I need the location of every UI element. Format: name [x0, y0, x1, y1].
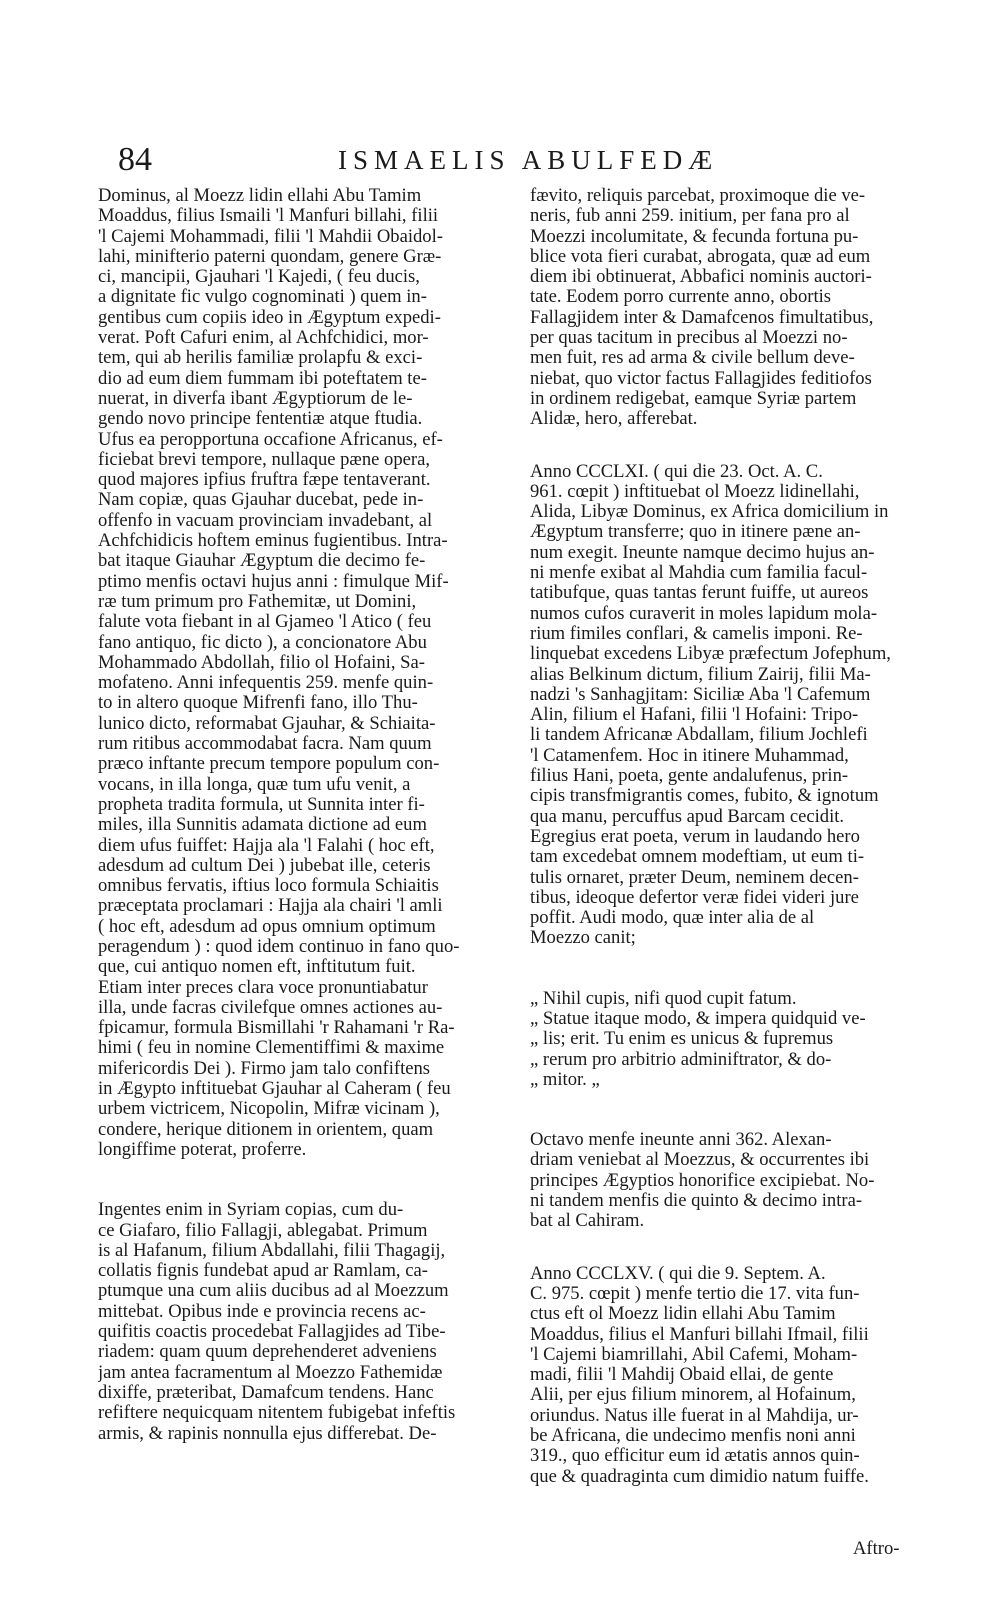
text-line: Anno CCCLXV. ( qui die 9. Septem. A.: [530, 1263, 826, 1284]
text-line: offenfo in vacuam provinciam invadebant, al: [98, 510, 433, 531]
text-line: tatibufque, quas tantas ferunt fuiffe, ut aureos: [530, 583, 869, 604]
text-line: Achfchidicis hoftem eminus fugientibus. Intra-: [98, 531, 448, 552]
text-line: „ lis; erit. Tu enim es unicus & fupremus: [530, 1029, 834, 1050]
running-title: ISMAELIS ABULFEDÆ: [338, 145, 719, 175]
text-line: Mohammado Abdollah, filio ol Hofaini, Sa-: [98, 652, 425, 673]
text-line: verat. Poft Cafuri enim, al Achfchidici, mor-: [98, 328, 429, 349]
text-line: que & quadraginta cum dimidio natum fuiffe.: [530, 1466, 869, 1487]
text-line: tate. Eodem porro currente anno, obortis: [530, 287, 832, 308]
text-line: men fuit, res ad arma & civile bellum deve-: [530, 348, 855, 369]
text-line: „ rerum pro arbitrio adminiftrator, & do-: [530, 1049, 832, 1070]
text-line: lahi, minifterio paterni quondam, genere Græ-: [98, 246, 442, 267]
text-line: in Ægypto inftituebat Gjauhar al Caheram ( feu: [98, 1079, 451, 1100]
text-line: be Africana, die undecimo menfis noni anni: [530, 1426, 856, 1447]
text-line: a dignitate fic vulgo cognominati ) quem in-: [98, 287, 427, 308]
text-line: Etiam inter preces clara voce pronuntiabatur: [98, 977, 428, 998]
text-line: peragendum ) : quod idem continuo in fano quo-: [98, 936, 460, 957]
text-line: is al Hafanum, filium Abdallahi, filii Thagagij,: [98, 1240, 446, 1261]
text-line: 961. cœpit ) inftituebat ol Moezz lidinellahi,: [530, 481, 860, 502]
text-line: per quas tacitum in precibus al Moezzi no-: [530, 328, 848, 349]
text-line: mofateno. Anni infequentis 259. menfe quin-: [98, 673, 434, 694]
text-line: que, cui antiquo nomen eft, inftitutum fuit.: [98, 957, 416, 978]
text-line: propheta tradita formula, ut Sunnita inter fi-: [98, 794, 425, 815]
text-line: Moezzi incolumitate, & fecunda fortuna pu-: [530, 226, 859, 247]
text-line: dio ad eum diem fummam ibi poteftatem te-: [98, 368, 427, 389]
text-line: ræ tum primum pro Fathemitæ, ut Domini,: [98, 591, 417, 612]
text-line: fano antiquo, fic dicto ), a concionatore Abu: [98, 632, 427, 653]
text-line: ci, mancipii, Gjauhari 'l Kajedi, ( feu ducis,: [98, 267, 420, 288]
right-paragraph-4: [530, 1264, 930, 1487]
text-line: 'l Catamenfem. Hoc in itinere Muhammad,: [530, 745, 849, 766]
text-line: ptumque una cum aliis ducibus ad al Moezzum: [98, 1281, 449, 1302]
verse-quotation: [530, 989, 930, 1090]
text-line: urbem victricem, Nicopolin, Mifræ vicinam ),: [98, 1099, 440, 1120]
text-line: mittebat. Opibus inde e provincia recens ac-: [98, 1301, 426, 1322]
text-line: bat al Cahiram.: [530, 1211, 645, 1232]
text-line: to in altero quoque Mifrenfi fano, illo Thu-: [98, 693, 418, 714]
text-line: neris, fub anni 259. initium, per fana pro al: [530, 206, 850, 227]
text-line: ( hoc eft, adesdum ad opus omnium optimum: [98, 916, 436, 937]
text-line: ptimo menfis octavi hujus anni : fimulque Mif-: [98, 571, 449, 592]
text-line: diem ibi obtinuerat, Abbafici nominis auctori-: [530, 267, 872, 288]
text-line: falute vota fiebant in al Gjameo 'l Atico ( feu: [98, 612, 432, 633]
text-line: longiffime poterat, proferre.: [98, 1139, 307, 1160]
text-line: vocans, in illa longa, quæ tum ufu venit, a: [98, 774, 411, 795]
text-line: „ mitor. „: [530, 1069, 600, 1090]
text-line: „ Statue itaque modo, & impera quidquid ve-: [530, 1008, 866, 1029]
text-line: Moaddus, filius Ismaili 'l Manfuri billahi, filii: [98, 206, 439, 227]
text-line: numos cufos curaverit in moles lapidum mola-: [530, 603, 878, 624]
text-line: præco inftante precum tempore populum con-: [98, 754, 440, 775]
text-line: linquebat excedens Libyæ præfectum Jofephum,: [530, 644, 891, 665]
left-paragraph-2: [98, 1200, 506, 1444]
paragraph-gap: [98, 1160, 506, 1200]
paragraph-gap: [530, 1090, 930, 1130]
text-line: himi ( feu in nomine Clementiffimi & maxime: [98, 1038, 445, 1059]
left-column: [98, 186, 506, 1444]
text-line: Nam copiæ, quas Gjauhar ducebat, pede in-: [98, 490, 424, 511]
text-line: rum ritibus accommodabat facra. Nam quum: [98, 734, 432, 755]
text-line: Ufus ea peropportuna occafione Africanus, ef-: [98, 429, 443, 450]
text-line: adesdum ad cultum Dei ) jubebat ille, ceteris: [98, 855, 431, 876]
text-line: nuerat, in diverfa ibant Ægyptiorum de le-: [98, 388, 413, 409]
text-line: quifitis coactis procedebat Fallagjides ad Tibe-: [98, 1322, 446, 1343]
text-line: bat itaque Giauhar Ægyptum die decimo fe-: [98, 551, 426, 572]
text-line: quod majores ipfius fruftra fæpe tentaverant.: [98, 470, 431, 491]
text-line: filius Hani, poeta, gente andalufenus, prin-: [530, 766, 849, 787]
text-line: in ordinem redigebat, eamque Syriæ partem: [530, 388, 857, 409]
text-line: ni tandem menfis die quinto & decimo intra-: [530, 1191, 863, 1212]
text-line: Dominus, al Moezz lidin ellahi Abu Tamim: [98, 186, 422, 206]
text-line: cipis transfmigrantis comes, fubito, & ignotum: [530, 786, 879, 807]
text-line: tibus, ideoque defertor veræ fidei videri jure: [530, 887, 859, 908]
text-line: li tandem Africanæ Abdallam, filium Jochlefi: [530, 725, 868, 746]
text-line: madi, filii 'l Mahdij Obaid ellai, de gente: [530, 1365, 834, 1386]
text-line: Alidæ, hero, afferebat.: [530, 409, 698, 430]
text-line: poffit. Audi modo, quæ inter alia de al: [530, 908, 815, 929]
text-line: blice vota fieri curabat, abrogata, quæ ad eum: [530, 246, 871, 267]
left-paragraph-1: [98, 186, 506, 1160]
text-line: mifericordis Dei ). Firmo jam talo confiftens: [98, 1058, 431, 1079]
text-line: Egregius erat poeta, verum in laudando hero: [530, 826, 860, 847]
text-line: principes Ægyptios honorifice excipiebat. No-: [530, 1170, 875, 1191]
text-line: fpicamur, formula Bismillahi 'r Rahamani 'r Ra-: [98, 1018, 455, 1039]
right-paragraph-1: [530, 186, 930, 430]
text-line: dixiffe, præteribat, Damafcum tendens. Hanc: [98, 1382, 434, 1403]
text-line: C. 975. cœpit ) menfe tertio die 17. vita fun-: [530, 1283, 860, 1304]
text-line: num exegit. Ineunte namque decimo hujus an-: [530, 542, 875, 563]
text-line: riadem: quam quum deprehenderet adveniens: [98, 1342, 437, 1363]
text-line: armis, & rapinis nonnulla ejus differebat. De-: [98, 1423, 437, 1444]
text-line: condere, herique ditionem in orientem, quam: [98, 1119, 434, 1140]
paragraph-gap: [530, 430, 930, 462]
text-line: miles, illa Sunnitis adamata dictione ad eum: [98, 815, 427, 836]
text-line: Ingentes enim in Syriam copias, cum du-: [98, 1200, 404, 1221]
text-line: lunico dicto, reformabat Gjauhar, & Schiaita-: [98, 713, 436, 734]
text-line: driam veniebat al Moezzus, & occurrentes ibi: [530, 1150, 870, 1171]
text-line: oriundus. Natus ille fuerat in al Mahdija, ur-: [530, 1405, 859, 1426]
text-line: 'l Cajemi Mohammadi, filii 'l Mahdii Obaidol-: [98, 226, 443, 247]
text-line: tulis ornaret, præter Deum, neminem decen-: [530, 867, 859, 888]
text-line: Ægyptum transferre; quo in itinere pæne an-: [530, 522, 861, 543]
text-line: gentibus cum copiis ideo in Ægyptum expedi-: [98, 307, 441, 328]
text-line: Moaddus, filius el Manfuri billahi Ifmail, filii: [530, 1324, 869, 1345]
text-line: niebat, quo victor factus Fallagjides feditiofos: [530, 368, 872, 389]
text-line: Alin, filium el Hafani, filii 'l Hofaini: Tripo-: [530, 705, 859, 726]
text-line: 319., quo efficitur eum id ætatis annos quin-: [530, 1446, 860, 1467]
text-line: alias Belkinum dictum, filium Zairij, filii Ma-: [530, 664, 871, 685]
text-line: „ Nihil cupis, nifi quod cupit fatum.: [530, 988, 797, 1009]
text-line: refiftere nequicquam nitentem fubigebat infeftis: [98, 1403, 456, 1424]
text-line: præceptata proclamari : Hajja ala chairi 'l amli: [98, 896, 443, 917]
text-line: Alii, per ejus filium minorem, al Hofainum,: [530, 1385, 856, 1406]
paragraph-gap: [530, 949, 930, 989]
text-line: omnibus fervatis, iftius loco formula Schiaitis: [98, 876, 439, 897]
text-line: tam excedebat omnem modeftiam, ut eum ti-: [530, 847, 865, 868]
right-paragraph-3: [530, 1130, 930, 1231]
text-line: Moezzo canit;: [530, 928, 636, 949]
text-line: Anno CCCLXI. ( qui die 23. Oct. A. C.: [530, 461, 823, 482]
text-line: illa, unde facras civilefque omnes actiones au-: [98, 997, 443, 1018]
text-line: nadzi 's Sanhagjitam: Siciliæ Aba 'l Cafemum: [530, 684, 871, 705]
page-number: 84: [118, 141, 152, 178]
text-line: tem, qui ab herilis familiæ prolapfu & exci-: [98, 348, 423, 369]
text-line: diem ufus fuiffet: Hajja ala 'l Falahi ( hoc eft,: [98, 835, 435, 856]
text-line: Octavo menfe ineunte anni 362. Alexan-: [530, 1130, 832, 1151]
text-line: collatis fignis fundebat apud ar Ramlam, ca-: [98, 1261, 428, 1282]
catchword: Aftro-: [853, 1538, 900, 1559]
text-line: jam antea facramentum al Moezzo Fathemidæ: [98, 1362, 443, 1383]
text-line: ni menfe exibat al Mahdia cum familia facul-: [530, 563, 868, 584]
text-line: ce Giafaro, filio Fallagji, ablegabat. Primum: [98, 1220, 428, 1241]
right-column: [530, 186, 930, 1487]
text-line: Alida, Libyæ Dominus, ex Africa domicilium in: [530, 502, 889, 523]
text-line: Fallagjidem inter & Damafcenos fimultatibus,: [530, 307, 874, 328]
text-line: ficiebat brevi tempore, nullaque pæne opera,: [98, 449, 430, 470]
text-line: rium fimiles conflari, & camelis imponi. Re-: [530, 623, 863, 644]
text-line: gendo novo principe fententiæ atque ftudia.: [98, 409, 423, 430]
right-paragraph-2: [530, 462, 930, 949]
text-line: ctus eft ol Moezz lidin ellahi Abu Tamim: [530, 1304, 836, 1325]
text-line: fævito, reliquis parcebat, proximoque die ve-: [530, 186, 866, 206]
text-line: 'l Cajemi biamrillahi, Abil Cafemi, Moham-: [530, 1344, 858, 1365]
paragraph-gap: [530, 1232, 930, 1264]
text-line: qua manu, percuffus apud Barcam cecidit.: [530, 806, 845, 827]
